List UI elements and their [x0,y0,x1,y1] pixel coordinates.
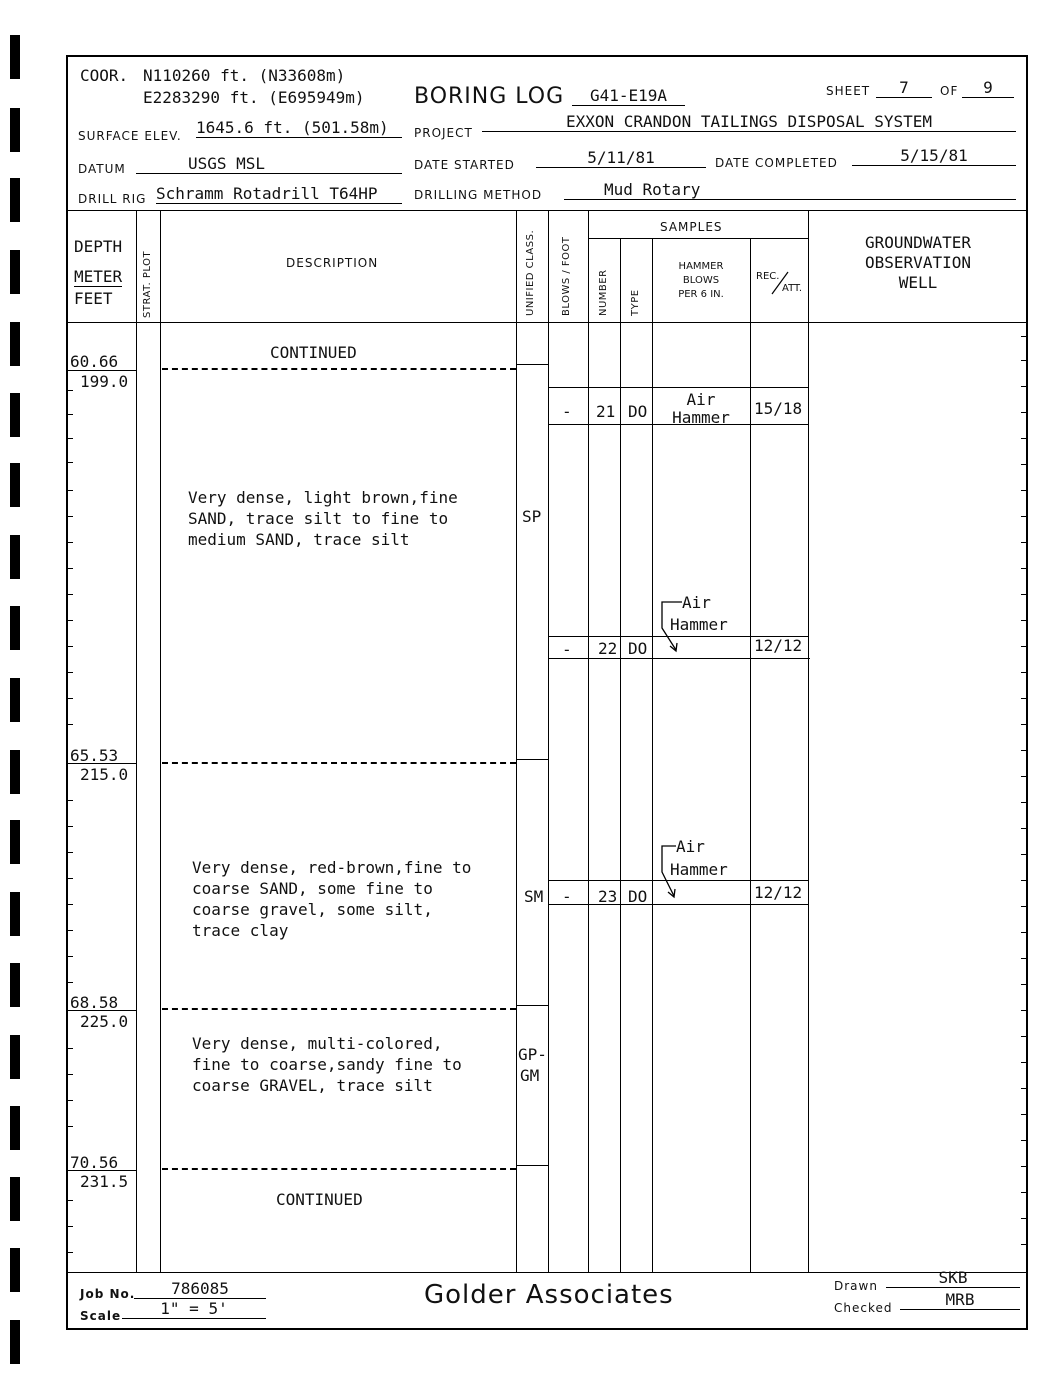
strat-plot-header: STRAT. PLOT [142,250,153,318]
sample-blows: - [562,640,572,659]
layer-description: Very dense, red-brown,fine to coarse SAND, some fine to coarse gravel, some silt, trace clay [192,858,472,940]
sample-number: 22 [598,639,618,658]
date-completed: 5/15/81 [852,146,1016,166]
job-label: Job No. [80,1287,136,1301]
sample-number: 23 [598,887,618,906]
sample-rec-att: 12/12 [754,636,803,655]
sample-type: DO [628,639,648,658]
sample-blows: - [562,887,572,906]
sample-hammer: Hammer [672,408,730,427]
drawn-label: Drawn [834,1279,878,1293]
leader-arrow-icon [656,842,686,900]
sample-blows: - [562,402,572,421]
sample-hammer: Air [686,390,716,409]
checked-label: Checked [834,1301,893,1315]
coor-line1: N110260 ft. (N33608m) [143,66,346,85]
date-started-label: DATE STARTED [414,158,515,172]
company-name: Golder Associates [424,1280,674,1310]
gw-header-2: OBSERVATION [865,253,971,272]
layer-description: Very dense, multi-colored, fine to coarse,sandy fine to coarse GRAVEL, trace silt [192,1034,462,1095]
surface-elev: 1645.6 ft. (501.58m) [196,118,402,138]
att-header: ATT. [782,283,803,294]
drilling-method-label: DRILLING METHOD [414,188,543,202]
coor-line2: E2283290 ft. (E695949m) [143,88,365,107]
leader-arrow-icon [656,598,686,656]
continued-bottom: CONTINUED [276,1190,363,1209]
drill-rig: Schramm Rotadrill T64HP [156,184,402,204]
drilling-method: Mud Rotary [564,180,1016,200]
sample-type: DO [628,402,648,421]
project-name: EXXON CRANDON TAILINGS DISPOSAL SYSTEM [482,112,1016,132]
continued-top: CONTINUED [270,343,357,362]
sample-hammer: Air [682,593,711,612]
meter-header: METER [74,267,123,286]
sample-type: DO [628,887,648,906]
feet-header: FEET [74,289,113,308]
sample-hammer: Hammer [670,615,728,634]
rec-att-slash [770,270,790,296]
datum-value: USGS MSL [136,154,402,174]
layer-class: SP [522,507,542,526]
drill-rig-label: DRILL RIG [78,192,147,206]
sample-hammer: Hammer [670,860,728,879]
blows-per-foot-header: BLOWS / FOOT [561,236,572,316]
sample-number: 21 [596,402,616,421]
hammer-header-2: BLOWS [682,275,720,286]
scale-value: 1" = 5' [122,1299,266,1319]
gw-header-3: WELL [898,273,938,292]
depth-header: DEPTH [74,237,123,256]
coor-label: COOR. [80,66,129,85]
layer-description: Very dense, light brown,fine SAND, trace silt to fine to medium SAND, trace silt [188,488,458,549]
sample-rec-att: 15/18 [754,399,803,418]
datum-label: DATUM [78,162,126,176]
checked-by: MRB [900,1290,1020,1310]
hammer-header-3: PER 6 IN. [678,289,724,300]
layer-class: GM [520,1066,540,1085]
date-completed-label: DATE COMPLETED [715,156,838,170]
unified-class-header: UNIFIED CLASS. [525,229,536,316]
gw-header-1: GROUNDWATER [865,233,971,252]
sheet-num: 7 [876,78,932,98]
sample-hammer: Air [676,837,705,856]
of-label: OF [940,84,959,98]
rec-header: REC. [756,271,780,282]
samples-header: SAMPLES [660,220,723,234]
sheet-total: 9 [962,78,1014,98]
drawn-by: SKB [886,1268,1020,1288]
log-id: G41-E19A [572,86,685,106]
sample-rec-att: 12/12 [754,883,803,902]
layer-class: GP- [518,1045,547,1064]
log-title: BORING LOG [414,84,565,109]
layer-class: SM [524,887,544,906]
hammer-header-1: HAMMER [678,261,724,272]
scale-label: Scale [80,1309,122,1323]
surface-elev-label: SURFACE ELEV. [78,129,182,143]
job-number: 786085 [134,1279,266,1299]
project-label: PROJECT [414,126,473,140]
date-started: 5/11/81 [536,148,706,168]
type-header: TYPE [630,289,641,316]
number-header: NUMBER [598,269,609,316]
sheet-label: SHEET [826,84,871,98]
description-header: DESCRIPTION [286,256,379,270]
